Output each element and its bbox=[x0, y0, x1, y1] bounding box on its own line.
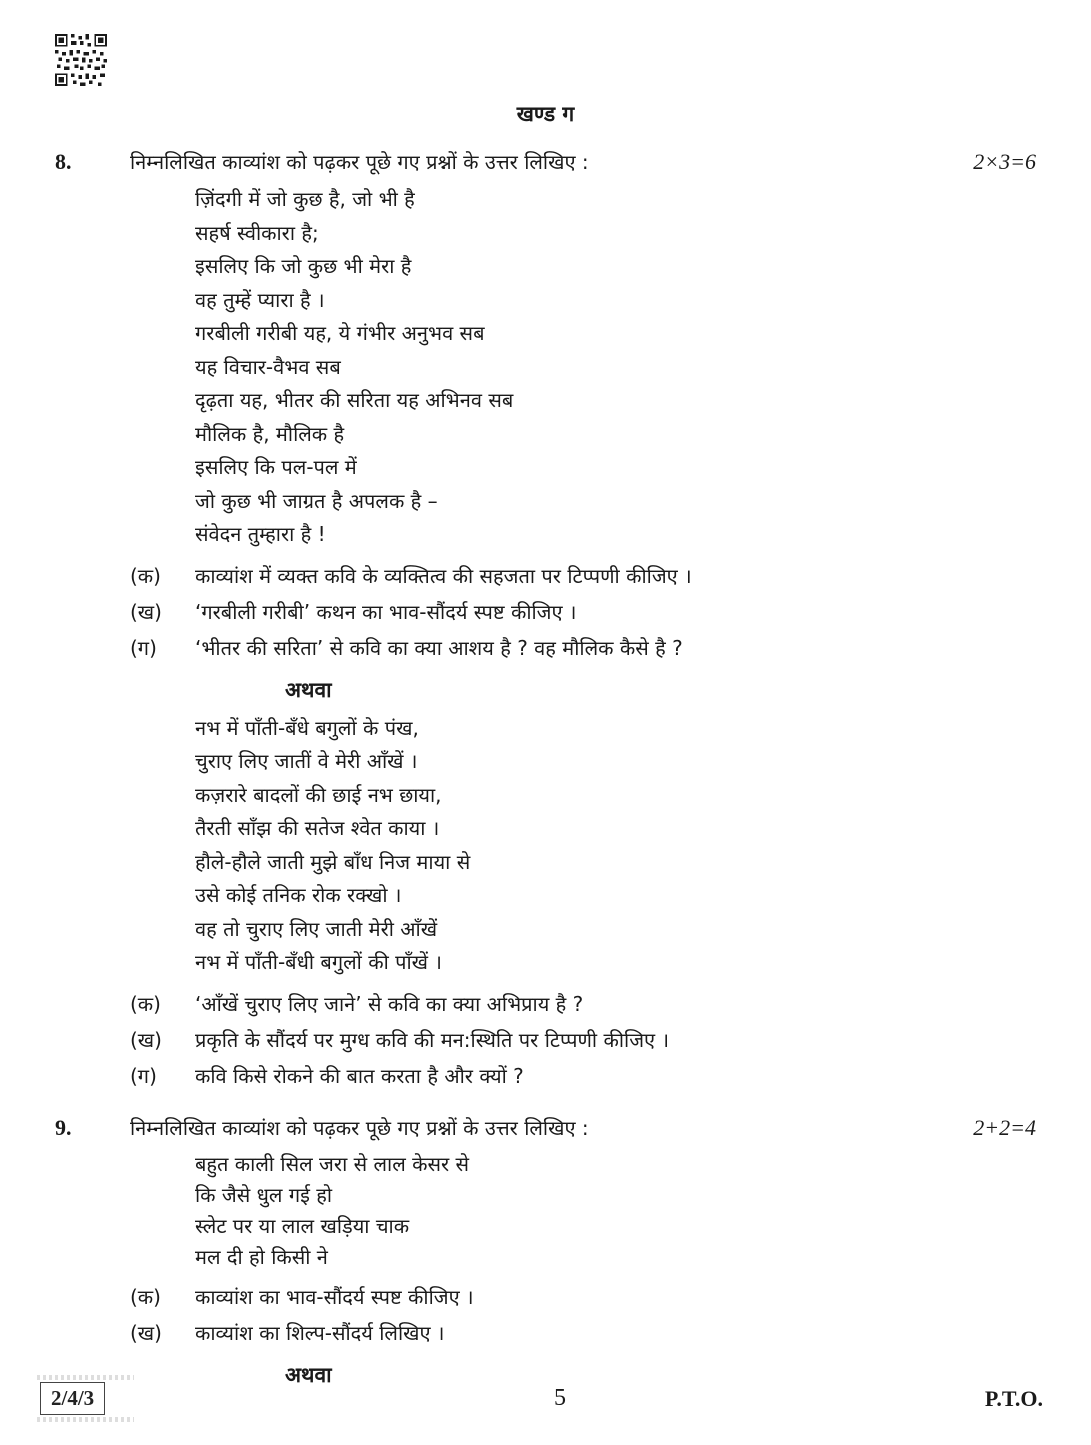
poem-line: गरबीली गरीबी यह, ये गंभीर अनुभव सब bbox=[195, 321, 485, 345]
subquestion-label: (क) bbox=[130, 563, 161, 588]
poem-line: यह विचार-वैभव सब bbox=[195, 354, 341, 379]
or-separator: अथवा bbox=[285, 1362, 332, 1387]
subquestion-label: (ख) bbox=[130, 599, 162, 624]
subquestion bbox=[130, 986, 1036, 1022]
question-8 bbox=[55, 148, 1036, 1094]
question-9 bbox=[55, 1114, 1036, 1389]
marks: 2+2=4 bbox=[973, 1114, 1036, 1140]
poem-line: ज़िंदगी में जो कुछ है, जो भी है bbox=[195, 187, 415, 211]
question-number: 8. bbox=[55, 149, 72, 174]
poem-line: दृढ़ता यह, भीतर की सरिता यह अभिनव सब bbox=[195, 388, 514, 412]
subquestion bbox=[130, 1315, 1036, 1351]
poem-line: मल दी हो किसी ने bbox=[195, 1244, 328, 1269]
poem bbox=[195, 1149, 1036, 1273]
subquestion-text: ‘गरबीली गरीबी’ कथन का भाव-सौंदर्य स्पष्ट कीजिए । bbox=[195, 599, 577, 624]
poem-line: नभ में पाँती-बँधे बगुलों के पंख, bbox=[195, 715, 419, 740]
poem-line: नभ में पाँती-बँधी बगुलों की पाँखें । bbox=[195, 950, 442, 974]
subquestion bbox=[130, 1022, 1036, 1058]
poem-line: चुराए लिए जातीं वे मेरी आँखें । bbox=[195, 749, 418, 773]
subquestion bbox=[130, 1279, 1036, 1315]
question-text: निम्नलिखित काव्यांश को पढ़कर पूछे गए प्रश्नों के उत्तर लिखिए : bbox=[130, 150, 589, 174]
poem-line: इसलिए कि पल-पल में bbox=[195, 455, 357, 479]
subquestion bbox=[130, 630, 1036, 666]
poem-first-option bbox=[195, 183, 1036, 552]
subquestion-text: ‘भीतर की सरिता’ से कवि का क्या आशय है ? वह मौलिक कैसे है ? bbox=[195, 635, 683, 660]
page-footer bbox=[0, 1382, 1091, 1415]
subquestion-text: प्रकृति के सौंदर्य पर मुग्ध कवि की मन:स्थिति पर टिप्पणी कीजिए । bbox=[195, 1027, 670, 1052]
subquestion-text: काव्यांश का भाव-सौंदर्य स्पष्ट कीजिए । bbox=[195, 1284, 474, 1309]
poem-line: उसे कोई तनिक रोक रक्खो । bbox=[195, 883, 402, 907]
question-number: 9. bbox=[55, 1114, 72, 1140]
subquestion bbox=[130, 558, 1036, 594]
subquestion-label: (ख) bbox=[130, 1027, 162, 1052]
poem-line: जो कुछ भी जाग्रत है अपलक है – bbox=[195, 488, 438, 513]
subquestion-text: कवि किसे रोकने की बात करता है और क्यों ? bbox=[195, 1063, 524, 1088]
marks: 2×3=6 bbox=[973, 149, 1036, 174]
poem-line: स्लेट पर या लाल खड़िया चाक bbox=[195, 1213, 410, 1238]
poem-line: वह तो चुराए लिए जाती मेरी आँखें bbox=[195, 916, 438, 941]
subquestion bbox=[130, 1058, 1036, 1094]
subquestion-label: (क) bbox=[130, 1284, 161, 1309]
paper-code: 2/4/3 bbox=[40, 1382, 105, 1415]
poem-second-option bbox=[195, 712, 1036, 980]
pto-label: P.T.O. bbox=[984, 1385, 1043, 1411]
subquestion-label: (क) bbox=[130, 991, 161, 1016]
page-number: 5 bbox=[554, 1385, 567, 1411]
subquestion-text: काव्यांश में व्यक्त कवि के व्यक्तित्व की सहजता पर टिप्पणी कीजिए । bbox=[195, 563, 692, 588]
subquestion-label: (ग) bbox=[130, 635, 157, 660]
poem-line: कज़रारे बादलों की छाई नभ छाया, bbox=[195, 782, 442, 807]
poem-line: तैरती साँझ की सतेज श्वेत काया । bbox=[195, 816, 440, 840]
poem-line: बहुत काली सिल जरा से लाल केसर से bbox=[195, 1151, 470, 1176]
subquestion bbox=[130, 594, 1036, 630]
subquestion-text: ‘आँखें चुराए लिए जाने’ से कवि का क्या अभिप्राय है ? bbox=[195, 991, 584, 1016]
or-separator: अथवा bbox=[285, 677, 332, 702]
poem-line: वह तुम्हें प्यारा है । bbox=[195, 287, 325, 312]
poem-line: इसलिए कि जो कुछ भी मेरा है bbox=[195, 254, 412, 278]
subquestion-text: काव्यांश का शिल्प-सौंदर्य लिखिए । bbox=[195, 1320, 445, 1345]
subquestion-label: (ग) bbox=[130, 1063, 157, 1088]
poem-line: मौलिक है, मौलिक है bbox=[195, 421, 345, 446]
poem-line: कि जैसे धुल गई हो bbox=[195, 1182, 333, 1207]
question-text: निम्नलिखित काव्यांश को पढ़कर पूछे गए प्रश्नों के उत्तर लिखिए : bbox=[130, 1115, 589, 1140]
poem-line: संवेदन तुम्हारा है ! bbox=[195, 522, 326, 546]
poem-line: हौले-हौले जाती मुझे बाँध निज माया से bbox=[195, 849, 471, 874]
poem-line: सहर्ष स्वीकारा है; bbox=[195, 220, 319, 245]
subquestion-label: (ख) bbox=[130, 1320, 162, 1345]
qr-code bbox=[55, 34, 1036, 86]
section-heading: खण्ड ग bbox=[516, 102, 575, 126]
